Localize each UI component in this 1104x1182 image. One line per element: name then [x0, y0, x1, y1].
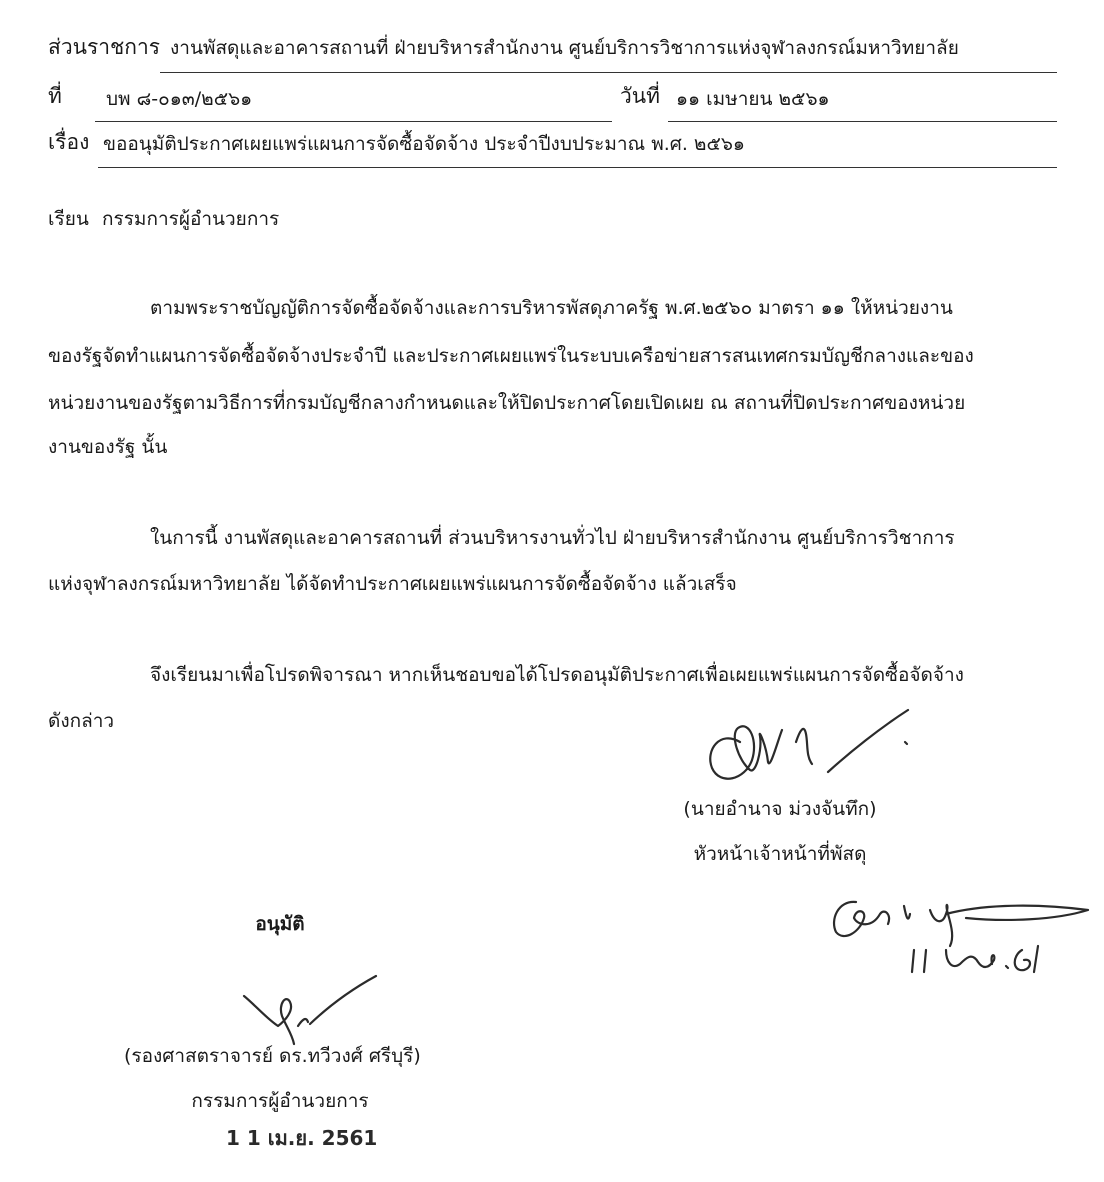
signatory-signature — [700, 700, 920, 790]
approver-name: (รองศาสตราจารย์ ดร.ทวีวงศ์ ศรีบุรี) — [124, 1045, 421, 1067]
approval-date-stamp: 1 1 เม.ย. 2561 — [226, 1126, 378, 1150]
endorsement-signature — [826, 880, 1096, 980]
office-value: งานพัสดุและอาคารสถานที่ ฝ่ายบริหารสำนักงาน ศูนย์บริการวิชาการแห่งจุฬาลงกรณ์มหาวิทยาลัย — [170, 37, 959, 59]
to-value: กรรมการผู้อำนวยการ — [102, 208, 280, 230]
para1-line2: ของรัฐจัดทำแผนการจัดซื้อจัดจ้างประจำปี และประกาศเผยแพร่ในระบบเครือข่ายสารสนเทศกรมบัญชีกลางและของ — [48, 345, 974, 367]
para3-line1: จึงเรียนมาเพื่อโปรดพิจารณา หากเห็นชอบขอได้โปรดอนุมัติประกาศเพื่อเผยแพร่แผนการจัดซื้อจัดจ้าง — [150, 664, 964, 686]
signatory-name: (นายอำนาจ ม่วงจันทึก) — [683, 798, 877, 820]
approver-title: กรรมการผู้อำนวยการ — [191, 1090, 369, 1112]
date-label: วันที่ — [620, 84, 660, 108]
para1-line4: งานของรัฐ นั้น — [48, 436, 168, 458]
to-label: เรียน — [48, 208, 89, 230]
para3-line2: ดังกล่าว — [48, 710, 115, 732]
approval-label: อนุมัติ — [255, 913, 305, 935]
ref-underline — [95, 121, 612, 122]
signatory-title: หัวหน้าเจ้าหน้าที่พัสดุ — [693, 843, 867, 865]
subject-label: เรื่อง — [48, 130, 90, 154]
para2-line2: แห่งจุฬาลงกรณ์มหาวิทยาลัย ได้จัดทำประกาศเผยแพร่แผนการจัดซื้อจัดจ้าง แล้วเสร็จ — [48, 573, 737, 595]
ref-value: บพ ๘-๐๑๓/๒๕๖๑ — [106, 88, 253, 110]
para1-line1: ตามพระราชบัญญัติการจัดซื้อจัดจ้างและการบริหารพัสดุภาครัฐ พ.ศ.๒๕๖๐ มาตรา ๑๑ ให้หน่วยงาน — [150, 297, 953, 319]
office-underline — [160, 72, 1057, 73]
subject-value: ขออนุมัติประกาศเผยแพร่แผนการจัดซื้อจัดจ้าง ประจำปีงบประมาณ พ.ศ. ๒๕๖๑ — [103, 133, 745, 155]
para1-line3: หน่วยงานของรัฐตามวิธีการที่กรมบัญชีกลางกำหนดและให้ปิดประกาศโดยเปิดเผย ณ สถานที่ปิดประกาศของหน่วย — [48, 392, 966, 414]
date-value: ๑๑ เมษายน ๒๕๖๑ — [676, 88, 830, 110]
date-underline — [668, 121, 1057, 122]
office-label: ส่วนราชการ — [48, 35, 161, 59]
para2-line1: ในการนี้ งานพัสดุและอาคารสถานที่ ส่วนบริหารงานทั่วไป ฝ่ายบริหารสำนักงาน ศูนย์บริการวิชาการ — [150, 527, 955, 549]
endorsement-note — [910, 950, 911, 951]
subject-underline — [98, 167, 1057, 168]
ref-label: ที่ — [48, 84, 62, 108]
